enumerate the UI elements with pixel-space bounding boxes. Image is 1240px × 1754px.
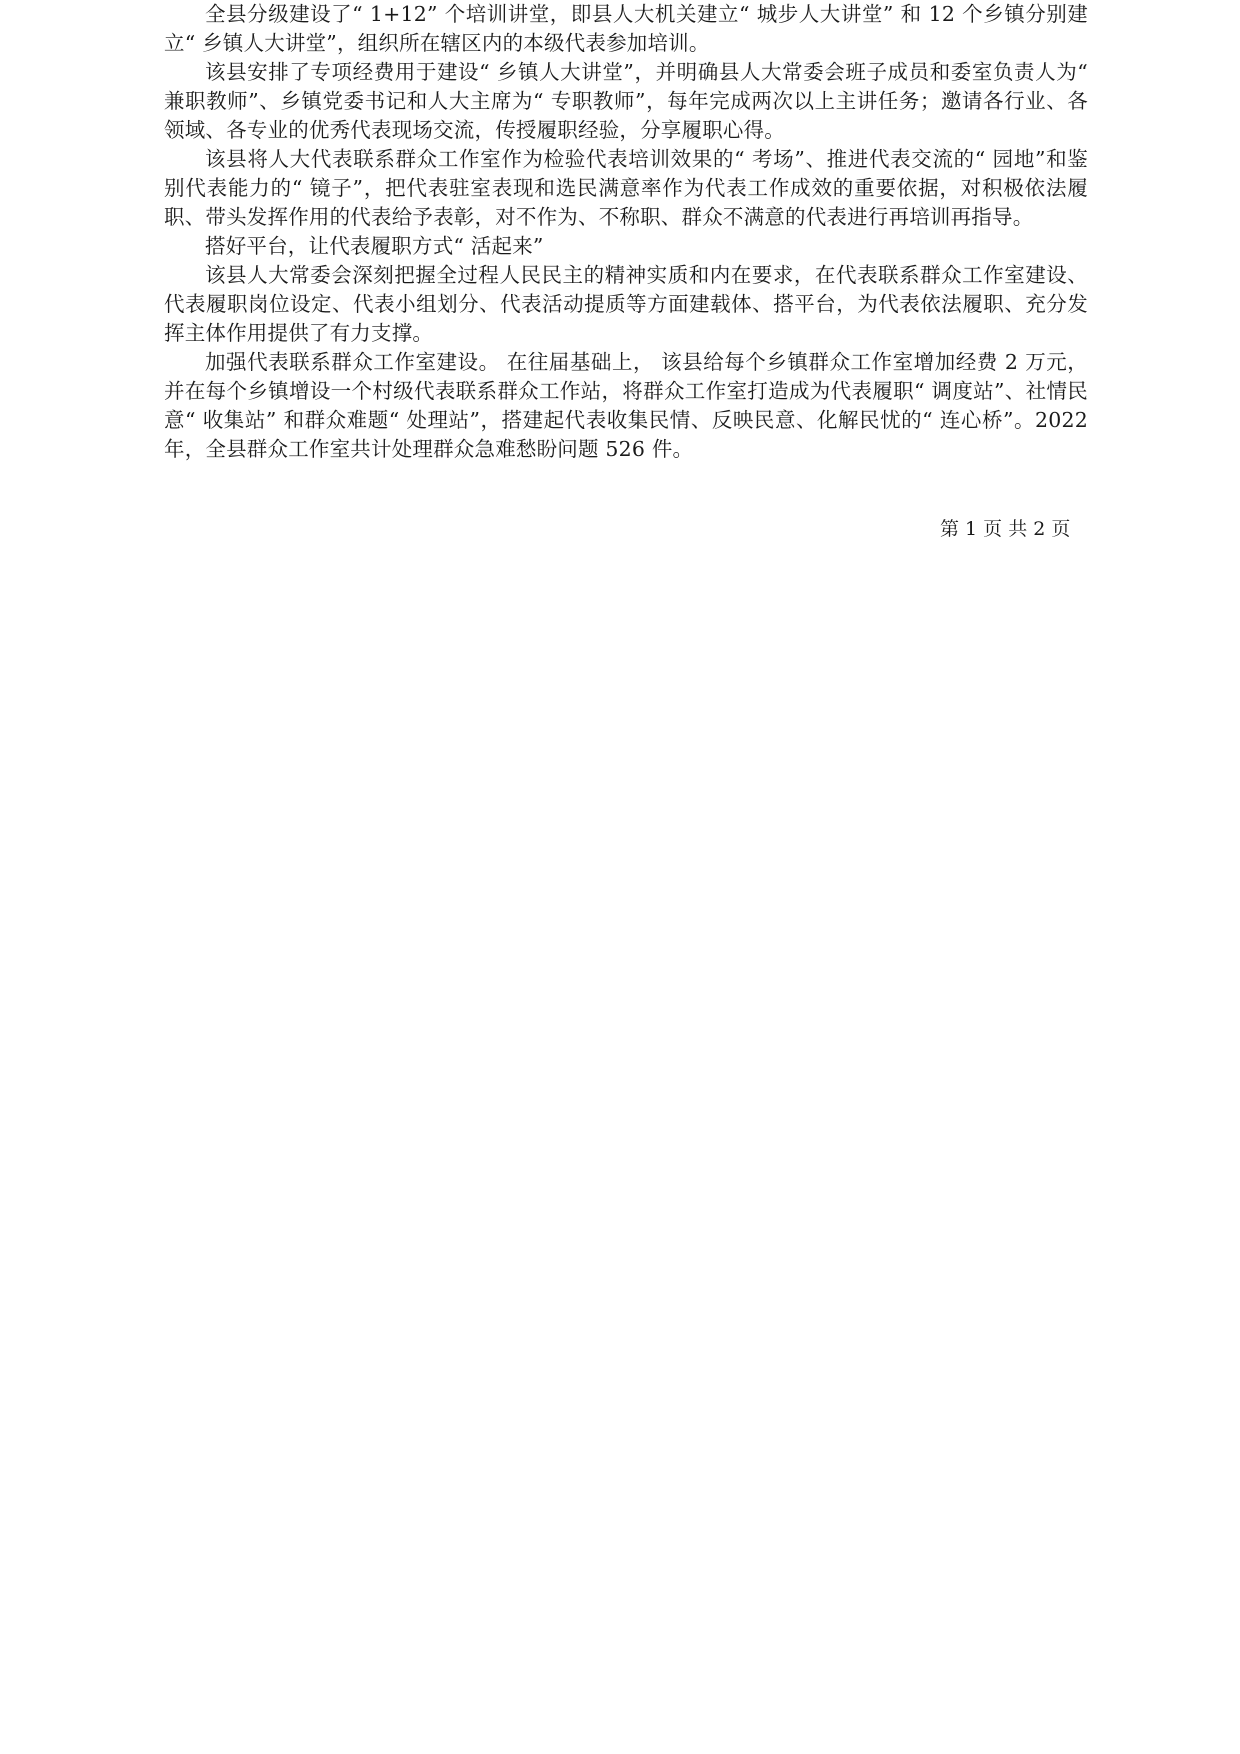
paragraph-standing-committee: 该县人大常委会深刻把握全过程人民民主的精神实质和内在要求，在代表联系群众工作室建设、代表履职岗位设定、代表小组划分、代表活动提质等方面建载体、搭平台，为代表依法履职、充分发挥主体作用提供了有力支撑。 bbox=[164, 263, 1088, 345]
paragraph-funding-teachers: 该县安排了专项经费用于建设“ 乡镇人大讲堂”，并明确县人大常委会班子成员和委室负责人为“ 兼职教师”、乡镇党委书记和人大主席为“ 专职教师”，每年完成两次以上主讲任务；邀请各行业、各领域、各专业的优秀代表现场交流，传授履职经验，分享履职心得。 bbox=[164, 60, 1088, 142]
page-number-footer: 第 1 页 共 2 页 bbox=[940, 518, 1071, 540]
section-heading-platform: 搭好平台，让代表履职方式“ 活起来” bbox=[205, 234, 544, 258]
document-body bbox=[164, 0, 1088, 464]
paragraph-work-room-evaluation: 该县将人大代表联系群众工作室作为检验代表培训效果的“ 考场”、推进代表交流的“ 园地”和鉴别代表能力的“ 镜子”，把代表驻室表现和选民满意率作为代表工作成效的重要依据，对积极依法履职、带头发挥作用的代表给予表彰，对不作为、不称职、群众不满意的代表进行再培训再指导。 bbox=[164, 147, 1088, 229]
paragraph-training-halls: 全县分级建设了“ 1+12” 个培训讲堂，即县人大机关建立“ 城步人大讲堂” 和 12 个乡镇分别建立“ 乡镇人大讲堂”，组织所在辖区内的本级代表参加培训。 bbox=[164, 2, 1088, 55]
paragraph-work-room-construction: 加强代表联系群众工作室建设。 在往届基础上， 该县给每个乡镇群众工作室增加经费 2 万元，并在每个乡镇增设一个村级代表联系群众工作站，将群众工作室打造成为代表履职“ 调度站”、社情民意“ 收集站” 和群众难题“ 处理站”，搭建起代表收集民情、反映民意、化解民忧的“ 连心桥”。2022 年，全县群众工作室共计处理群众急难愁盼问题 526 件。 bbox=[164, 350, 1088, 461]
